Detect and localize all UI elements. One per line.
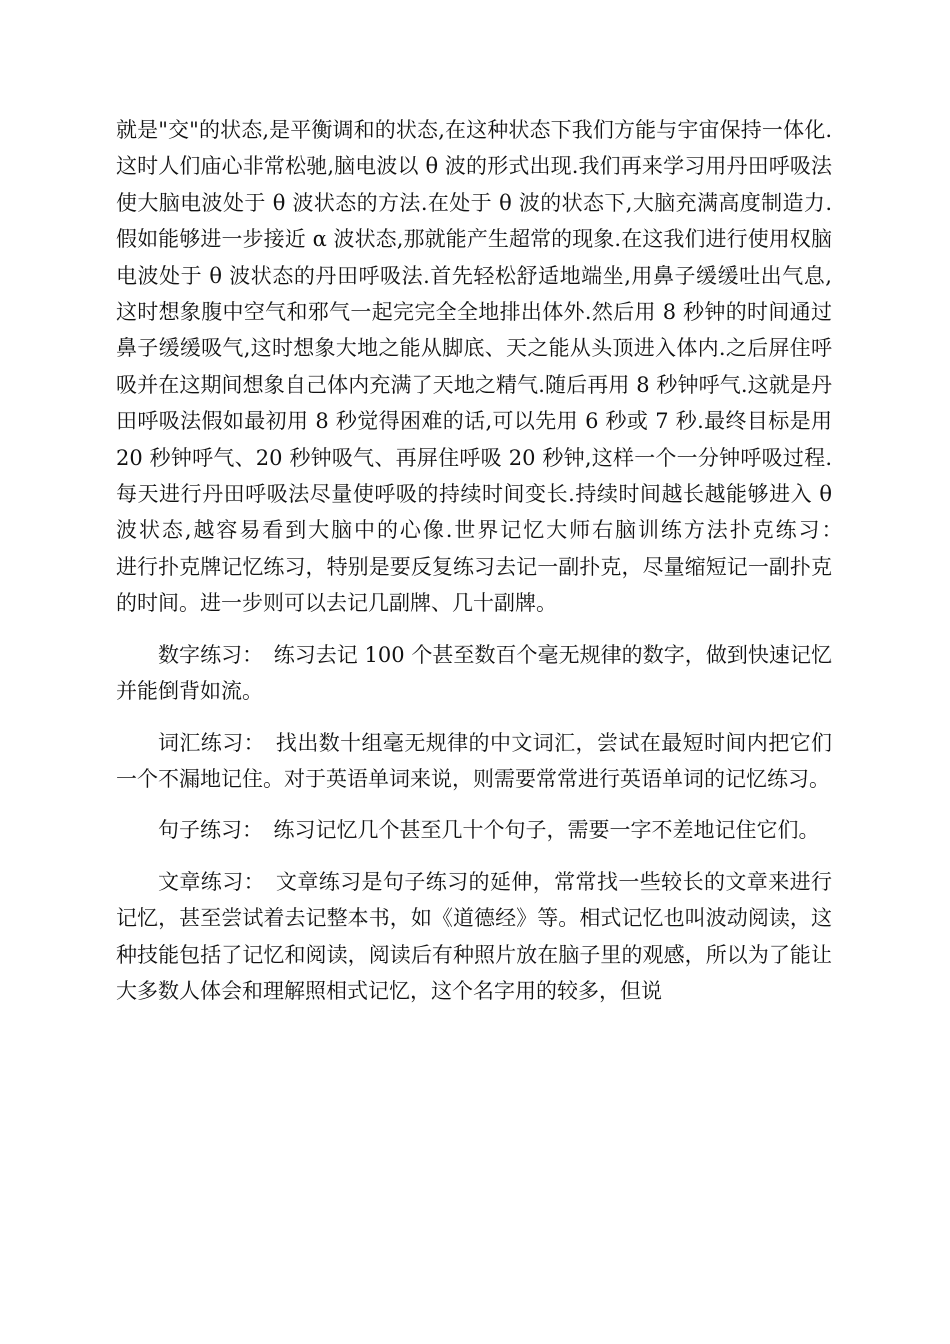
paragraph-number-practice: 数字练习： 练习去记 100 个甚至数百个毫无规律的数字，做到快速记忆并能倒背如流。 [116, 642, 832, 704]
paragraph-article-practice: 文章练习： 文章练习是句子练习的延伸，常常找一些较长的文章来进行记忆，甚至尝试着去记整本书，如《道德经》等。相式记忆也叫波动阅读，这种技能包括了记忆和阅读，阅读后有种照片放在脑子里的观感，所以为了能让大多数人体会和理解照相式记忆，这个名字用的较多，但说 [116, 869, 832, 1003]
paragraph-dantian-breathing: 就是"交"的状态,是平衡调和的状态,在这种状态下我们方能与宇宙保持一体化.这时人们庙心非常松驰,脑电波以 θ 波的形式出现.我们再来学习用丹田呼吸法使大脑电波处于 θ 波状态的方法.在处于 θ 波的状态下,大脑充满高度制造力.假如能够进一步接近 α 波状态,那就能产生超常的现象.在这我们进行使用权脑电波处于 θ 波状态的丹田呼吸法.首先轻松舒适地端坐,用鼻子缓缓吐出气息,这时想象腹中空气和邪气一起完完全全地排出体外.然后用 8 秒钟的时间通过鼻子缓缓吸气,这时想象大地之能从脚底、天之能从头顶进入体内.之后屏住呼吸并在这期间想象自己体内充满了天地之精气.随后再用 8 秒钟呼气.这就是丹田呼吸法假如最初用 8 秒觉得困难的话,可以先用 6 秒或 7 秒.最终目标是用 20 秒钟呼气、20 秒钟吸气、再屏住呼吸 20 秒钟,这样一个一分钟呼吸过程.每天进行丹田呼吸法尽量使呼吸的持续时间变长.持续时间越长越能够进入 θ 波状态,越容易看到大脑中的心像.世界记忆大师右脑训练方法扑克练习： 进行扑克牌记忆练习，特别是要反复练习去记一副扑克，尽量缩短记一副扑克的时间。进一步则可以去记几副牌、几十副牌。 [116, 118, 874, 616]
paragraph-vocabulary-practice: 词汇练习： 找出数十组毫无规律的中文词汇，尝试在最短时间内把它们一个不漏地记住。对于英语单词来说，则需要常常进行英语单词的记忆练习。 [116, 730, 832, 791]
paragraph-sentence-practice: 句子练习： 练习记忆几个甚至几十个句子，需要一字不差地记住它们。 [158, 818, 820, 843]
document-body [116, 112, 874, 1009]
